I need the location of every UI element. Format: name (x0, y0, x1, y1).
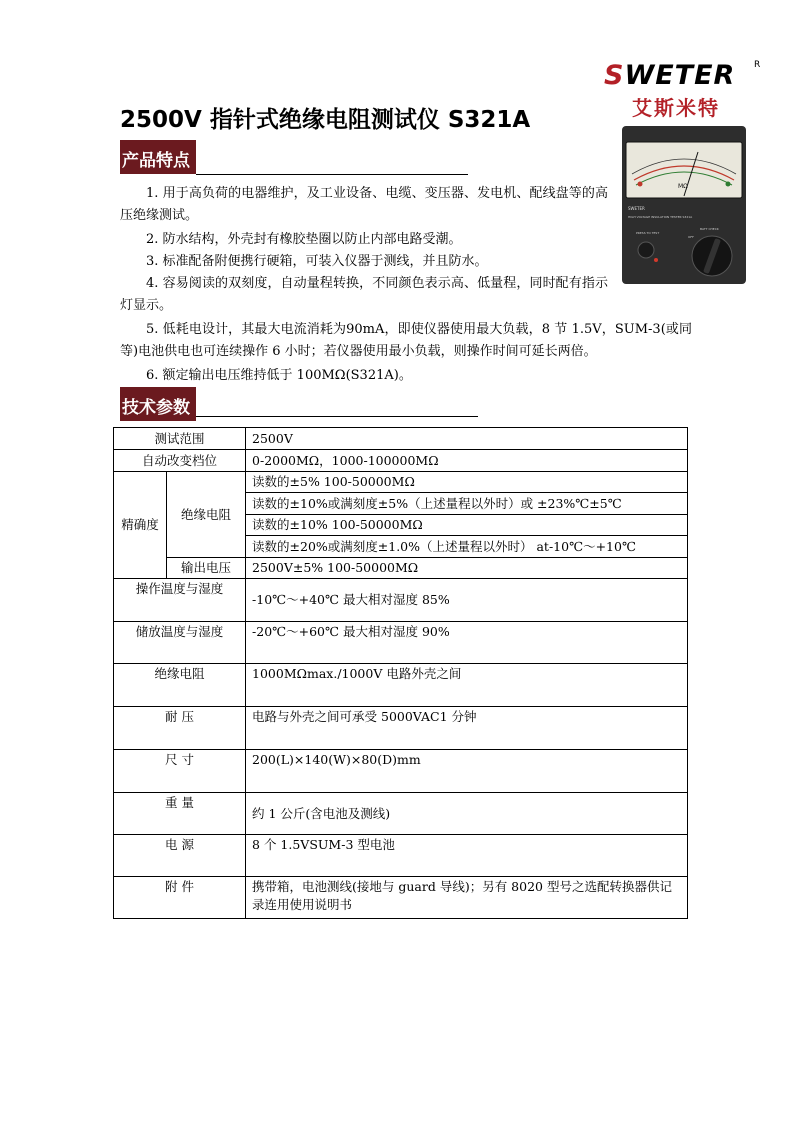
spec-value: 携带箱，电池测线(接地与 guard 导线)；另有 8020 型号之选配转换器供记录连用使用说明书 (246, 877, 688, 919)
section-title: 技术参数 (122, 398, 190, 418)
table-row (114, 558, 688, 579)
spec-value: 读数的±5% 100-50000MΩ (246, 472, 688, 493)
brand-logo (604, 60, 774, 120)
spec-value: 0-2000MΩ，1000-100000MΩ (246, 450, 688, 472)
table-row (114, 835, 688, 877)
spec-value: 2500V±5% 100-50000MΩ (246, 558, 688, 579)
device-model-label: HIGH VOLTAGE INSULATION TESTER S321A (628, 215, 693, 219)
logo-chinese-name: 艾斯米特 (632, 96, 720, 120)
table-row (114, 428, 688, 450)
spec-label: 附 件 (114, 877, 246, 919)
table-row (114, 622, 688, 664)
spec-sublabel: 输出电压 (167, 558, 246, 579)
table-row (114, 664, 688, 707)
spec-label: 自动改变档位 (114, 450, 246, 472)
section-title: 产品特点 (122, 151, 190, 171)
logo-wordmark: SWETER (604, 60, 736, 91)
feature-item: 5. 低耗电设计，其最大电流消耗为90mA，即使仪器使用最大负载，8 节 1.5V，SUM-3(或同等)电池供电也可连续操作 6 小时；若仪器使用最小负载，则操作时间可延长两倍。 (120, 322, 692, 359)
spec-value: 电路与外壳之间可承受 5000VAC1 分钟 (246, 707, 688, 750)
spec-label: 操作温度与湿度 (114, 579, 246, 622)
spec-value: -20℃～+60℃ 最大相对湿度 90% (246, 622, 688, 664)
table-row (114, 472, 688, 493)
registered-mark: R (754, 60, 761, 70)
section-divider (196, 174, 468, 175)
table-row (114, 707, 688, 750)
spec-sublabel: 绝缘电阻 (167, 472, 246, 558)
spec-table (113, 427, 688, 919)
spec-value: 200(L)×140(W)×80(D)mm (246, 750, 688, 793)
indicator-lamp (654, 258, 658, 262)
table-row (114, 450, 688, 472)
device-brand-label: SWETER (628, 206, 645, 211)
spec-label: 绝缘电阻 (114, 664, 246, 707)
press-test-label: PRESS TO TEST (636, 231, 660, 235)
feature-item: 2. 防水结构，外壳封有橡胶垫圈以防止内部电路受潮。 (146, 232, 462, 247)
table-row (114, 750, 688, 793)
table-row (114, 877, 688, 919)
spec-label: 重 量 (114, 793, 246, 835)
feature-item: 6. 额定输出电压维持低于 100MΩ(S321A)。 (146, 368, 412, 383)
spec-value: 约 1 公斤(含电池及测线) (246, 793, 688, 835)
table-row (114, 579, 688, 622)
spec-value: 1000MΩmax./1000V 电路外壳之间 (246, 664, 688, 707)
battery-check-label: BATT CHECK (700, 227, 719, 231)
spec-label: 电 源 (114, 835, 246, 877)
feature-item: 1. 用于高负荷的电器维护，及工业设备、电缆、变压器、发电机、配线盘等的高压绝缘测试。 (120, 186, 608, 223)
page-title: 2500V 指针式绝缘电阻测试仪 S321A (120, 107, 531, 133)
meter-unit: MΩ (678, 183, 688, 190)
spec-label: 储放温度与湿度 (114, 622, 246, 664)
spec-value: -10℃～+40℃ 最大相对湿度 85% (246, 579, 688, 622)
spec-label: 尺 寸 (114, 750, 246, 793)
spec-label: 测试范围 (114, 428, 246, 450)
spec-label: 耐 压 (114, 707, 246, 750)
product-photo (622, 126, 746, 284)
press-test-button-graphic (638, 242, 654, 258)
feature-item: 3. 标准配备附便携行硬箱，可装入仪器于测线，并且防水。 (146, 254, 488, 269)
spec-value: 读数的±10% 100-50000MΩ (246, 515, 688, 536)
spec-value: 读数的±20%或满刻度±1.0%（上述量程以外时） at-10℃～+10℃ (246, 536, 688, 558)
spec-value: 8 个 1.5VSUM-3 型电池 (246, 835, 688, 877)
section-divider (196, 416, 478, 417)
table-row (114, 793, 688, 835)
spec-label: 精确度 (114, 472, 167, 579)
feature-item: 4. 容易阅读的双刻度，自动量程转换，不同颜色表示高、低量程，同时配有指示灯显示。 (120, 276, 608, 313)
spec-value: 2500V (246, 428, 688, 450)
off-label: OFF (688, 235, 694, 239)
spec-value: 读数的±10%或满刻度±5%（上述量程以外时）或 ±23%℃±5℃ (246, 493, 688, 515)
